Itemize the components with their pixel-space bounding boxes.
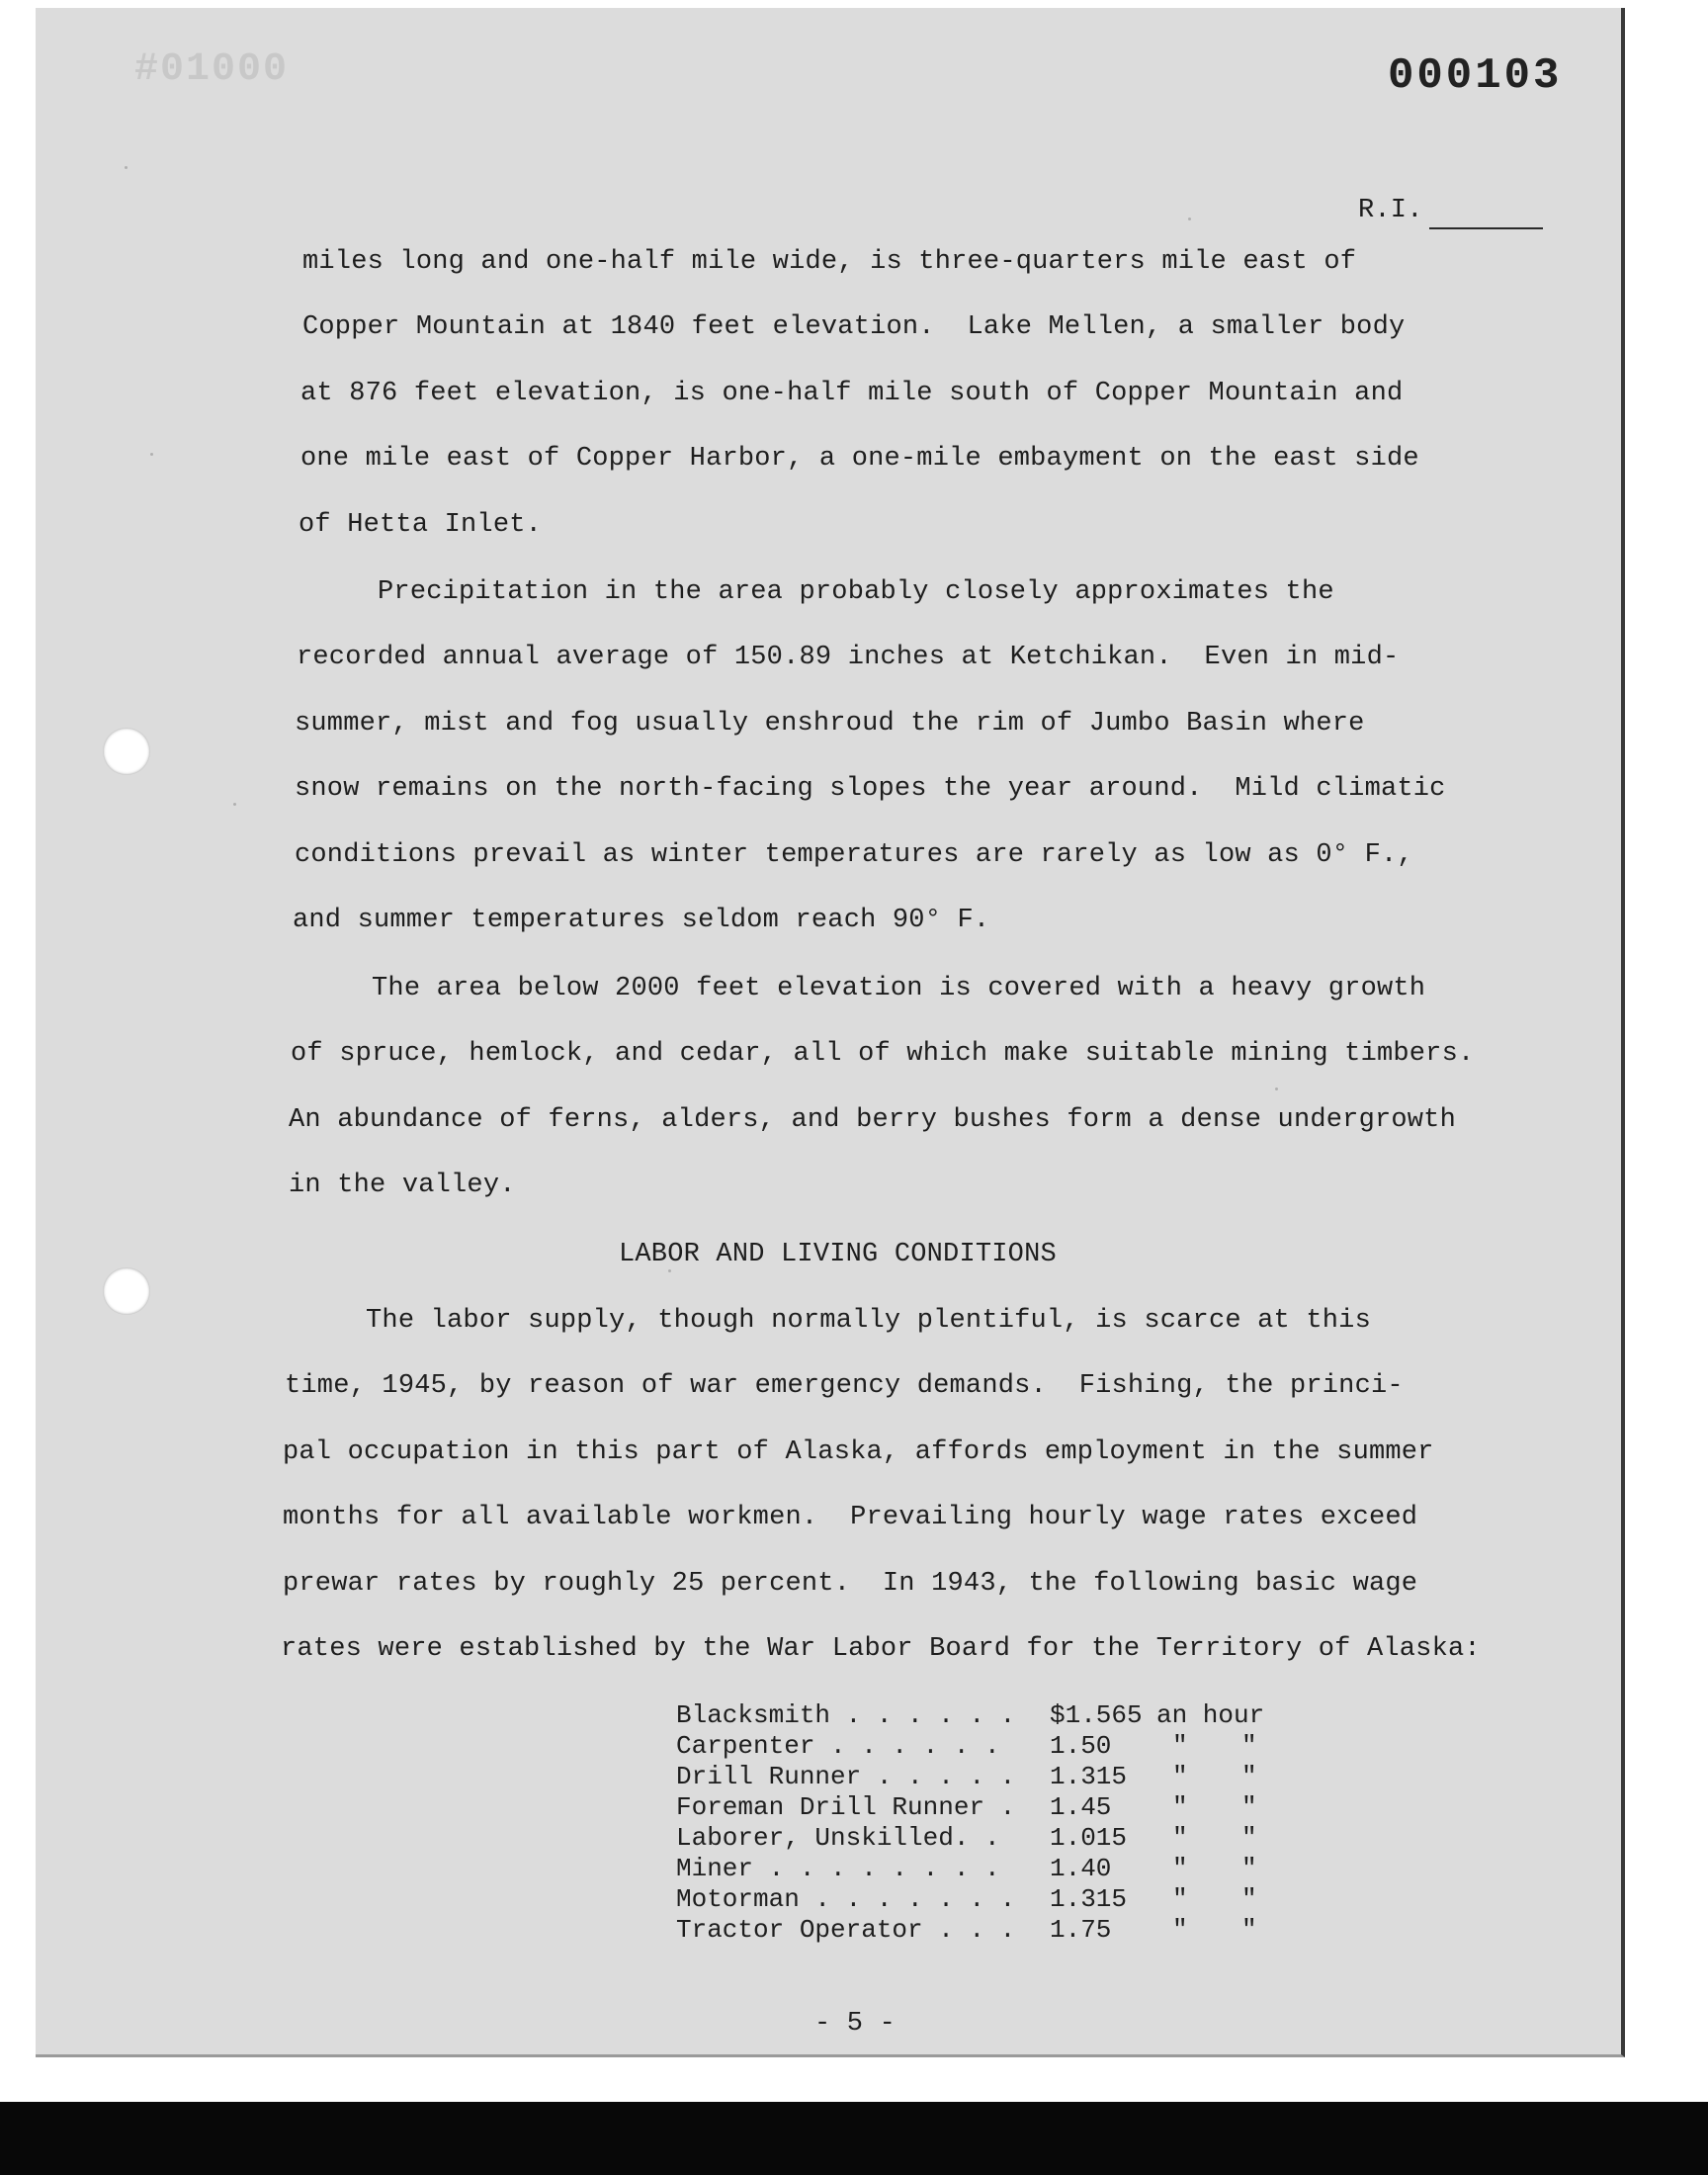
labor-paragraph-line-6: rates were established by the War Labor Board for the Territory of Alaska: <box>281 1634 1481 1664</box>
wage-row-foreman-drill-runner <box>676 1792 1257 1823</box>
paragraph-2-line-2: recorded annual average of 150.89 inches at Ketchikan. Even in mid- <box>297 643 1400 672</box>
paragraph-1-line-2: Copper Mountain at 1840 feet elevation. Lake Mellen, a smaller body <box>302 312 1406 342</box>
ditto-mark: " <box>1241 1731 1257 1761</box>
ditto-mark: " <box>1172 1823 1188 1853</box>
wage-rate: 1.315 <box>1050 1762 1128 1791</box>
paragraph-3-line-3: An abundance of ferns, alders, and berry bushes form a dense undergrowth <box>289 1105 1456 1135</box>
wage-rate: 1.315 <box>1050 1884 1128 1914</box>
scan-speck <box>150 453 153 456</box>
wage-rate: 1.50 <box>1050 1731 1112 1761</box>
wage-trade: Tractor Operator . . . <box>676 1915 1016 1945</box>
wage-rate: 1.75 <box>1050 1915 1112 1945</box>
ditto-mark: " <box>1241 1823 1257 1853</box>
wage-row-laborer-unskilled <box>676 1823 1257 1854</box>
labor-paragraph-line-1: The labor supply, though normally plentiful, is scarce at this <box>285 1306 1371 1336</box>
paragraph-2-line-6: and summer temperatures seldom reach 90° F. <box>293 906 990 935</box>
wage-trade: Drill Runner . . . . . <box>676 1762 1016 1791</box>
scan-speck <box>233 803 236 806</box>
paragraph-2-line-3: summer, mist and fog usually enshroud the rim of Jumbo Basin where <box>295 709 1365 739</box>
paragraph-3-line-2: of spruce, hemlock, and cedar, all of which make suitable mining timbers. <box>291 1039 1475 1069</box>
wage-rate: $1.565 <box>1050 1700 1143 1730</box>
ditto-mark: " <box>1172 1915 1188 1945</box>
scan-speck <box>125 166 128 169</box>
scanner-bottom-band <box>0 2102 1708 2175</box>
ditto-mark: " <box>1241 1915 1257 1945</box>
wage-rate: 1.40 <box>1050 1854 1112 1883</box>
ri-label: R.I. <box>1358 196 1423 225</box>
wage-unit: an hour <box>1156 1700 1265 1730</box>
wage-rate-table <box>676 1700 1265 1946</box>
wage-trade: Laborer, Unskilled. . <box>676 1823 1000 1853</box>
ditto-mark: " <box>1241 1762 1257 1791</box>
section-heading: LABOR AND LIVING CONDITIONS <box>619 1240 1057 1269</box>
wage-row-miner <box>676 1854 1257 1884</box>
paragraph-3-line-4: in the valley. <box>289 1171 516 1200</box>
wage-row-blacksmith <box>676 1700 1265 1731</box>
ditto-mark: " <box>1172 1762 1188 1791</box>
binder-hole-top <box>103 728 150 775</box>
faint-stamp-number: #01000 <box>134 47 290 92</box>
ditto-mark: " <box>1172 1884 1188 1914</box>
scan-speck <box>1275 1088 1278 1090</box>
wage-trade: Blacksmith . . . . . . <box>676 1700 1016 1730</box>
paragraph-1-line-4: one mile east of Copper Harbor, a one-mile embayment on the east side <box>300 444 1419 474</box>
wage-row-tractor-operator <box>676 1915 1257 1946</box>
labor-paragraph-line-4: months for all available workmen. Prevailing hourly wage rates exceed <box>283 1503 1418 1532</box>
labor-paragraph-line-5: prewar rates by roughly 25 percent. In 1943, the following basic wage <box>283 1569 1418 1599</box>
ri-blank-line <box>1429 227 1543 229</box>
paragraph-2-line-5: conditions prevail as winter temperatures are rarely as low as 0° F., <box>295 840 1413 870</box>
wage-row-drill-runner <box>676 1762 1257 1792</box>
binder-hole-bottom <box>103 1267 150 1315</box>
ditto-mark: " <box>1241 1854 1257 1883</box>
wage-trade: Foreman Drill Runner . <box>676 1792 1016 1822</box>
ditto-mark: " <box>1172 1854 1188 1883</box>
labor-paragraph-line-2: time, 1945, by reason of war emergency demands. Fishing, the princi- <box>285 1371 1404 1401</box>
wage-rate: 1.45 <box>1050 1792 1112 1822</box>
paragraph-1-line-1: miles long and one-half mile wide, is three-quarters mile east of <box>302 247 1357 277</box>
labor-paragraph-line-3: pal occupation in this part of Alaska, affords employment in the summer <box>283 1437 1434 1467</box>
wage-row-motorman <box>676 1884 1257 1915</box>
scan-speck <box>668 1269 671 1272</box>
ditto-mark: " <box>1172 1731 1188 1761</box>
ditto-mark: " <box>1172 1792 1188 1822</box>
wage-trade: Carpenter . . . . . . <box>676 1731 1000 1761</box>
paragraph-2-line-1: Precipitation in the area probably closely approximates the <box>297 577 1334 607</box>
wage-trade: Motorman . . . . . . . <box>676 1884 1016 1914</box>
ditto-mark: " <box>1241 1884 1257 1914</box>
paragraph-2-line-4: snow remains on the north-facing slopes the year around. Mild climatic <box>295 774 1446 804</box>
page-number: - 5 - <box>814 2009 897 2039</box>
paragraph-1-line-5: of Hetta Inlet. <box>299 510 543 540</box>
paragraph-1-line-3: at 876 feet elevation, is one-half mile south of Copper Mountain and <box>300 379 1404 408</box>
ditto-mark: " <box>1241 1792 1257 1822</box>
wage-row-carpenter <box>676 1731 1257 1762</box>
wage-trade: Miner . . . . . . . . <box>676 1854 1000 1883</box>
document-page <box>36 8 1625 2057</box>
paragraph-3-line-1: The area below 2000 feet elevation is covered with a heavy growth <box>291 974 1426 1003</box>
wage-rate: 1.015 <box>1050 1823 1128 1853</box>
scan-speck <box>1188 218 1191 220</box>
document-stamp-number: 000103 <box>1388 51 1563 101</box>
